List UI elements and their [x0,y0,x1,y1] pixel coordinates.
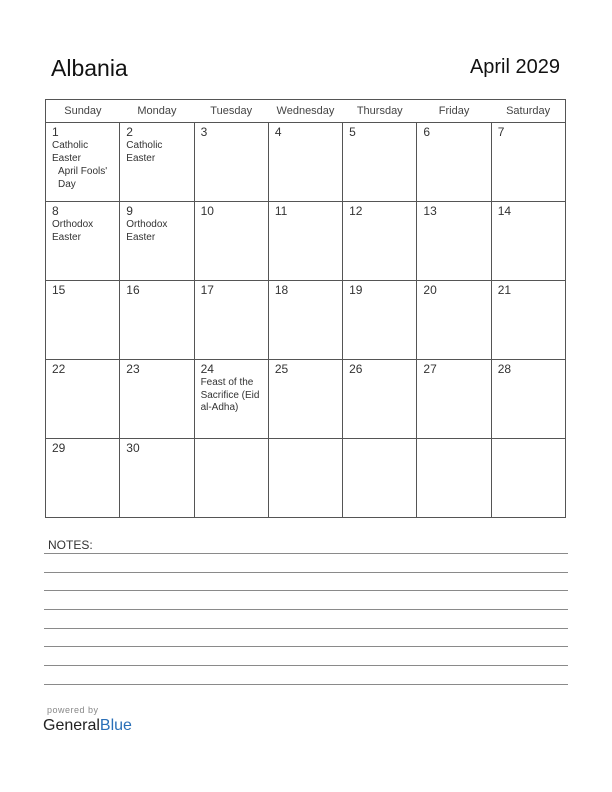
day-cell [417,202,491,281]
week-row-3 [46,281,566,360]
day-number: 28 [497,362,512,376]
week-row-1 [46,123,566,202]
day-cell [343,360,417,439]
weekday-thursday: Thursday [343,100,417,123]
weekday-friday: Friday [417,100,491,123]
day-number: 18 [274,283,289,297]
day-number: 4 [274,125,282,139]
day-number: 22 [52,362,66,376]
day-number: 23 [126,362,140,376]
day-cell [46,281,120,360]
day-cell [343,202,417,281]
day-number: 7 [497,125,505,139]
day-cell [417,360,491,439]
note-line [44,572,568,573]
day-cell [268,123,342,202]
day-cell [194,202,268,281]
holiday-label: Feast of the Sacrifice (Eid al-Adha) [200,377,260,413]
holiday-label: Orthodox Easter [52,219,94,243]
day-number: 6 [423,125,431,139]
day-cell [268,202,342,281]
day-number: 24 [200,362,214,376]
day-cell [194,360,268,439]
day-cell [491,123,565,202]
brand-blue: Blue [99,717,132,734]
day-number: 11 [274,204,288,218]
holiday-label: Catholic Easter [126,140,163,164]
day-number: 25 [274,362,289,376]
day-cell [268,281,342,360]
day-cell [268,439,342,518]
day-number: 13 [423,204,437,218]
country-title: Albania [51,55,128,81]
day-cell [120,281,194,360]
holiday-label: Catholic Easter [52,140,89,164]
day-number: 27 [423,362,437,376]
week-row-5 [46,439,566,518]
note-line [44,590,568,591]
day-cell [417,281,491,360]
day-cell [417,123,491,202]
day-number: 21 [497,283,512,297]
day-number: 10 [200,204,214,218]
month-title: April 2029 [469,56,560,78]
day-cell [46,123,120,202]
day-number: 20 [423,283,437,297]
calendar-grid [45,99,566,518]
day-cell [120,202,194,281]
day-cell [343,439,417,518]
day-cell [491,202,565,281]
day-number: 19 [349,283,363,297]
weekday-tuesday: Tuesday [194,100,268,123]
week-row-4 [46,360,566,439]
weekday-wednesday: Wednesday [268,100,342,123]
note-line [44,628,568,629]
day-cell [491,281,565,360]
day-number: 17 [200,283,214,297]
day-number: 2 [126,125,133,139]
day-cell [491,360,565,439]
note-line [44,553,568,554]
holiday-label: Orthodox Easter [126,219,168,243]
brand-logo [43,717,132,735]
notes-label: NOTES: [48,538,93,552]
note-line [44,684,568,685]
day-number: 9 [126,204,133,218]
day-number: 5 [349,125,356,139]
day-number: 14 [497,204,512,218]
note-line [44,609,568,610]
day-cell [268,360,342,439]
day-number: 12 [349,204,363,218]
weekday-saturday: Saturday [491,100,565,123]
brand-general: General [43,717,100,734]
day-cell [417,439,491,518]
day-number: 3 [200,125,208,139]
day-cell [343,123,417,202]
day-cell [194,439,268,518]
weekday-monday: Monday [120,100,194,123]
day-number: 16 [126,283,140,297]
note-line [44,665,568,666]
powered-by-text: powered by [47,705,99,715]
day-cell [46,202,120,281]
day-cell [120,439,194,518]
day-cell [46,360,120,439]
weekday-sunday: Sunday [46,100,120,123]
day-number: 30 [126,441,140,455]
day-cell [194,281,268,360]
day-cell [491,439,565,518]
day-cell [343,281,417,360]
day-number: 26 [349,362,363,376]
week-row-2 [46,202,566,281]
note-line [44,646,568,647]
day-cell [120,360,194,439]
day-cell [194,123,268,202]
day-number: 29 [52,441,66,455]
day-number: 8 [52,204,59,218]
day-number: 15 [52,283,66,297]
holiday-label: April Fools' Day [58,166,108,190]
day-number: 1 [52,125,59,139]
weekday-header-row [46,100,566,123]
day-cell [120,123,194,202]
day-cell [46,439,120,518]
